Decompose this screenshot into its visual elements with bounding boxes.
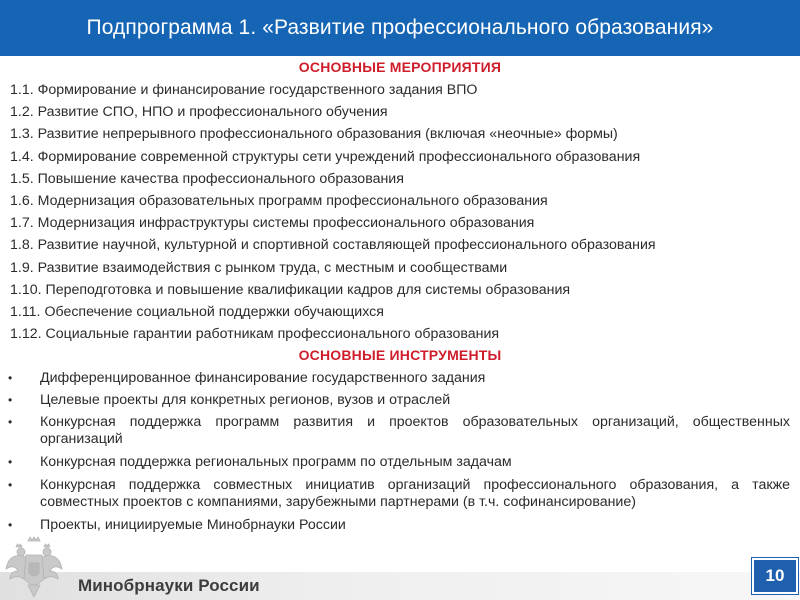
activity-item: 1.12. Социальные гарантии работникам профессионального образования [10,326,500,343]
footer-ministry-label: Минобрнауки России [78,576,260,595]
tool-item-text: Конкурсная поддержка совместных инициатив организаций профессионального образования, а также совместных проектов с компаниями, зарубежными партнерами (в т.ч. софинансирование) [40,477,790,510]
activity-item: 1.9. Развитие взаимодействия с рынком труда, с местным и сообществами [10,259,508,276]
tool-item-text: Проекты, инициируемые Минобрнауки России [40,517,346,533]
activity-item: 1.1. Формирование и финансирование государственного задания ВПО [10,82,478,98]
activity-item: 1.5. Повышение качества профессионального образования [10,170,404,187]
slide-title: Подпрограмма 1. «Развитие профессионального образования» [86,16,714,39]
tool-item-text: Дифференцированное финансирование государственного задания [40,370,486,386]
tool-item [8,370,790,387]
activity-item: 1.7. Модернизация инфраструктуры системы профессионального образования [10,215,535,232]
coat-of-arms-icon [4,535,64,600]
activity-item: 1.2. Развитие СПО, НПО и профессионального обучения [10,104,388,121]
tools-heading: ОСНОВНЫЕ ИНСТРУМЕНТЫ [298,347,502,363]
activity-item: 1.8. Развитие научной, культурной и спортивной составляющей профессионального образования [10,237,656,254]
tool-item-text: Конкурсная поддержка региональных программ по отдельным задачам [40,454,512,470]
tool-item [8,454,790,471]
activity-item: 1.11. Обеспечение социальной поддержки обучающихся [10,303,384,320]
tool-item [8,477,790,511]
tools-list [8,369,790,534]
activities-list [10,80,795,346]
title-bar [0,0,800,56]
bullet-icon: • [8,478,13,492]
activity-item: 1.10. Переподготовка и повышение квалификации кадров для системы образования [10,281,571,298]
tool-item [8,517,790,534]
tool-item-text: Конкурсная поддержка программ развития и проектов образовательных организаций, общественных организаций [40,414,790,447]
tool-item [8,392,790,409]
bullet-icon: • [8,518,13,532]
activity-item: 1.6. Модернизация образовательных программ профессионального образования [10,192,548,209]
bullet-icon: • [8,455,13,469]
activity-item: 1.3. Развитие непрерывного профессионального образования (включая «неочные» формы) [10,126,618,143]
activities-heading: ОСНОВНЫЕ МЕРОПРИЯТИЯ [298,59,502,75]
bullet-icon: • [8,393,13,407]
page-number-badge: 10 [752,558,798,594]
tool-item-text: Целевые проекты для конкретных регионов, вузов и отраслей [40,392,451,408]
tool-item [8,414,790,448]
bullet-icon: • [8,415,13,429]
bullet-icon: • [8,371,13,385]
activity-item: 1.4. Формирование современной структуры сети учреждений профессионального образования [10,148,641,165]
